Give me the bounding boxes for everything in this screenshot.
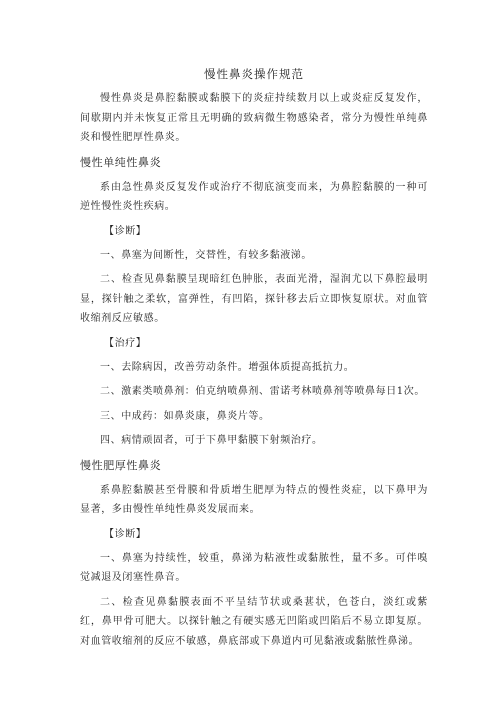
simple-treatment-item: 二、激素类喷鼻剂：伯克纳喷鼻剂、雷诺考林喷鼻剂等喷鼻每日1次。 — [100, 386, 425, 397]
intro-paragraph: 慢性鼻炎是鼻腔黏膜或黏膜下的炎症持续数月以上或炎症反复发作，间歇期内并未恢复正常且无明确的致病微生物感染者，常分为慢性单纯鼻炎和慢性肥厚性鼻炎。 — [80, 93, 428, 143]
simple-treatment-item: 四、病情顽固者，可于下鼻甲黏膜下射频治疗。 — [100, 435, 323, 446]
document-title: 慢性鼻炎操作规范 — [204, 67, 304, 81]
hypertrophic-diagnosis-label: 【诊断】 — [104, 528, 147, 540]
simple-treatment-item: 一、去除病因，改善劳动条件。增强体质提高抵抗力。 — [100, 361, 355, 373]
hypertrophic-diagnosis-item: 二、检查见鼻黏膜表面不平呈结节状或桑葚状，色苍白，淡红或紫红，鼻甲骨可肥大。以探针触之有硬实感无凹陷或凹陷后不易立即复原。对血管收缩剂的反应不敏感，鼻底部或下鼻道内可见黏液或黏脓性鼻涕。 — [80, 596, 428, 647]
hypertrophic-diagnosis-item: 一、鼻塞为持续性，较重，鼻涕为粘液性或黏脓性，量不多。可伴嗅觉减退及闭塞性鼻音。 — [80, 552, 428, 583]
simple-treatment-item: 三、中成药：如鼻炎康，鼻炎片等。 — [100, 410, 270, 422]
section-heading-simple: 慢性单纯性鼻炎 — [80, 155, 162, 169]
simple-definition: 系由急性鼻炎反复发作或治疗不彻底演变而来，为鼻腔黏膜的一种可逆性慢性炎性疾病。 — [80, 181, 428, 212]
hypertrophic-definition: 系鼻腔黏膜甚至骨膜和骨质增生肥厚为特点的慢性炎症，以下鼻甲为显著，多由慢性单纯性鼻炎发展而来。 — [80, 484, 428, 515]
simple-diagnosis-item: 二、检查见鼻黏膜呈现暗红色肿胀，表面光滑，湿润尤以下鼻腔最明显，探针触之柔软，富弹性，有凹陷，探针移去后立即恢复原状。对血管收缩剂反应敏感。 — [80, 274, 428, 324]
simple-diagnosis-label: 【诊断】 — [104, 225, 147, 237]
section-heading-hypertrophic: 慢性肥厚性鼻炎 — [80, 458, 162, 472]
simple-treatment-label: 【治疗】 — [104, 337, 147, 349]
simple-diagnosis-item: 一、鼻塞为间断性，交替性，有较多黏液涕。 — [100, 249, 312, 261]
